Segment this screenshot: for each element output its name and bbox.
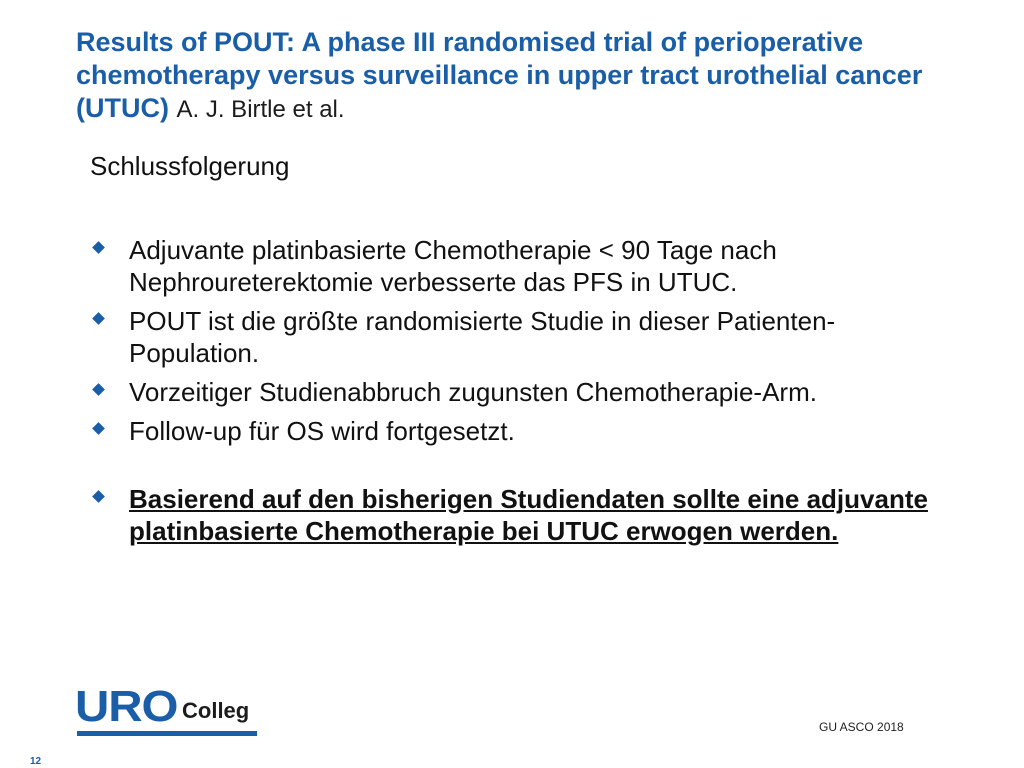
bullet-text: Vorzeitiger Studienabbruch zugunsten Chemotherapie-Arm. — [129, 377, 817, 407]
section-subtitle: Schlussfolgerung — [90, 151, 290, 181]
bullet-item — [92, 234, 942, 298]
bullet-item — [92, 376, 942, 408]
logo-uro-text: URO — [75, 682, 178, 731]
conclusion-bullet — [92, 483, 942, 547]
slide-title-authors: A. J. Birtle et al. — [176, 96, 345, 123]
logo-underline — [77, 731, 257, 736]
logo-colleg-text: Colleg — [182, 698, 250, 723]
slide-title-main: Results of POUT: A phase III randomised trial of perioperative chemotherapy versus surveillance in upper tract urothelial cancer (UTUC) — [76, 27, 923, 123]
bullet-item — [92, 305, 942, 369]
uro-colleg-logo — [75, 682, 261, 744]
bullet-text: POUT ist die größte randomisierte Studie in dieser Patienten-Population. — [129, 306, 836, 368]
diamond-bullet-icon — [92, 383, 105, 396]
slide-title — [76, 26, 976, 126]
bullet-text: Adjuvante platinbasierte Chemotherapie < 90 Tage nach Nephroureterektomie verbesserte das PFS in UTUC. — [129, 235, 777, 297]
diamond-bullet-icon — [92, 241, 105, 254]
bullet-item — [92, 415, 942, 447]
bullet-text: Follow-up für OS wird fortgesetzt. — [129, 416, 515, 446]
diamond-bullet-icon — [92, 422, 105, 435]
diamond-bullet-icon — [92, 490, 105, 503]
bullet-text: Basierend auf den bisherigen Studiendaten sollte eine adjuvante platinbasierte Chemotherapie bei UTUC erwogen werden. — [129, 484, 928, 546]
diamond-bullet-icon — [92, 312, 105, 325]
footer-source: GU ASCO 2018 — [819, 720, 904, 734]
page-number: 12 — [30, 756, 42, 767]
bullet-list — [92, 234, 942, 554]
